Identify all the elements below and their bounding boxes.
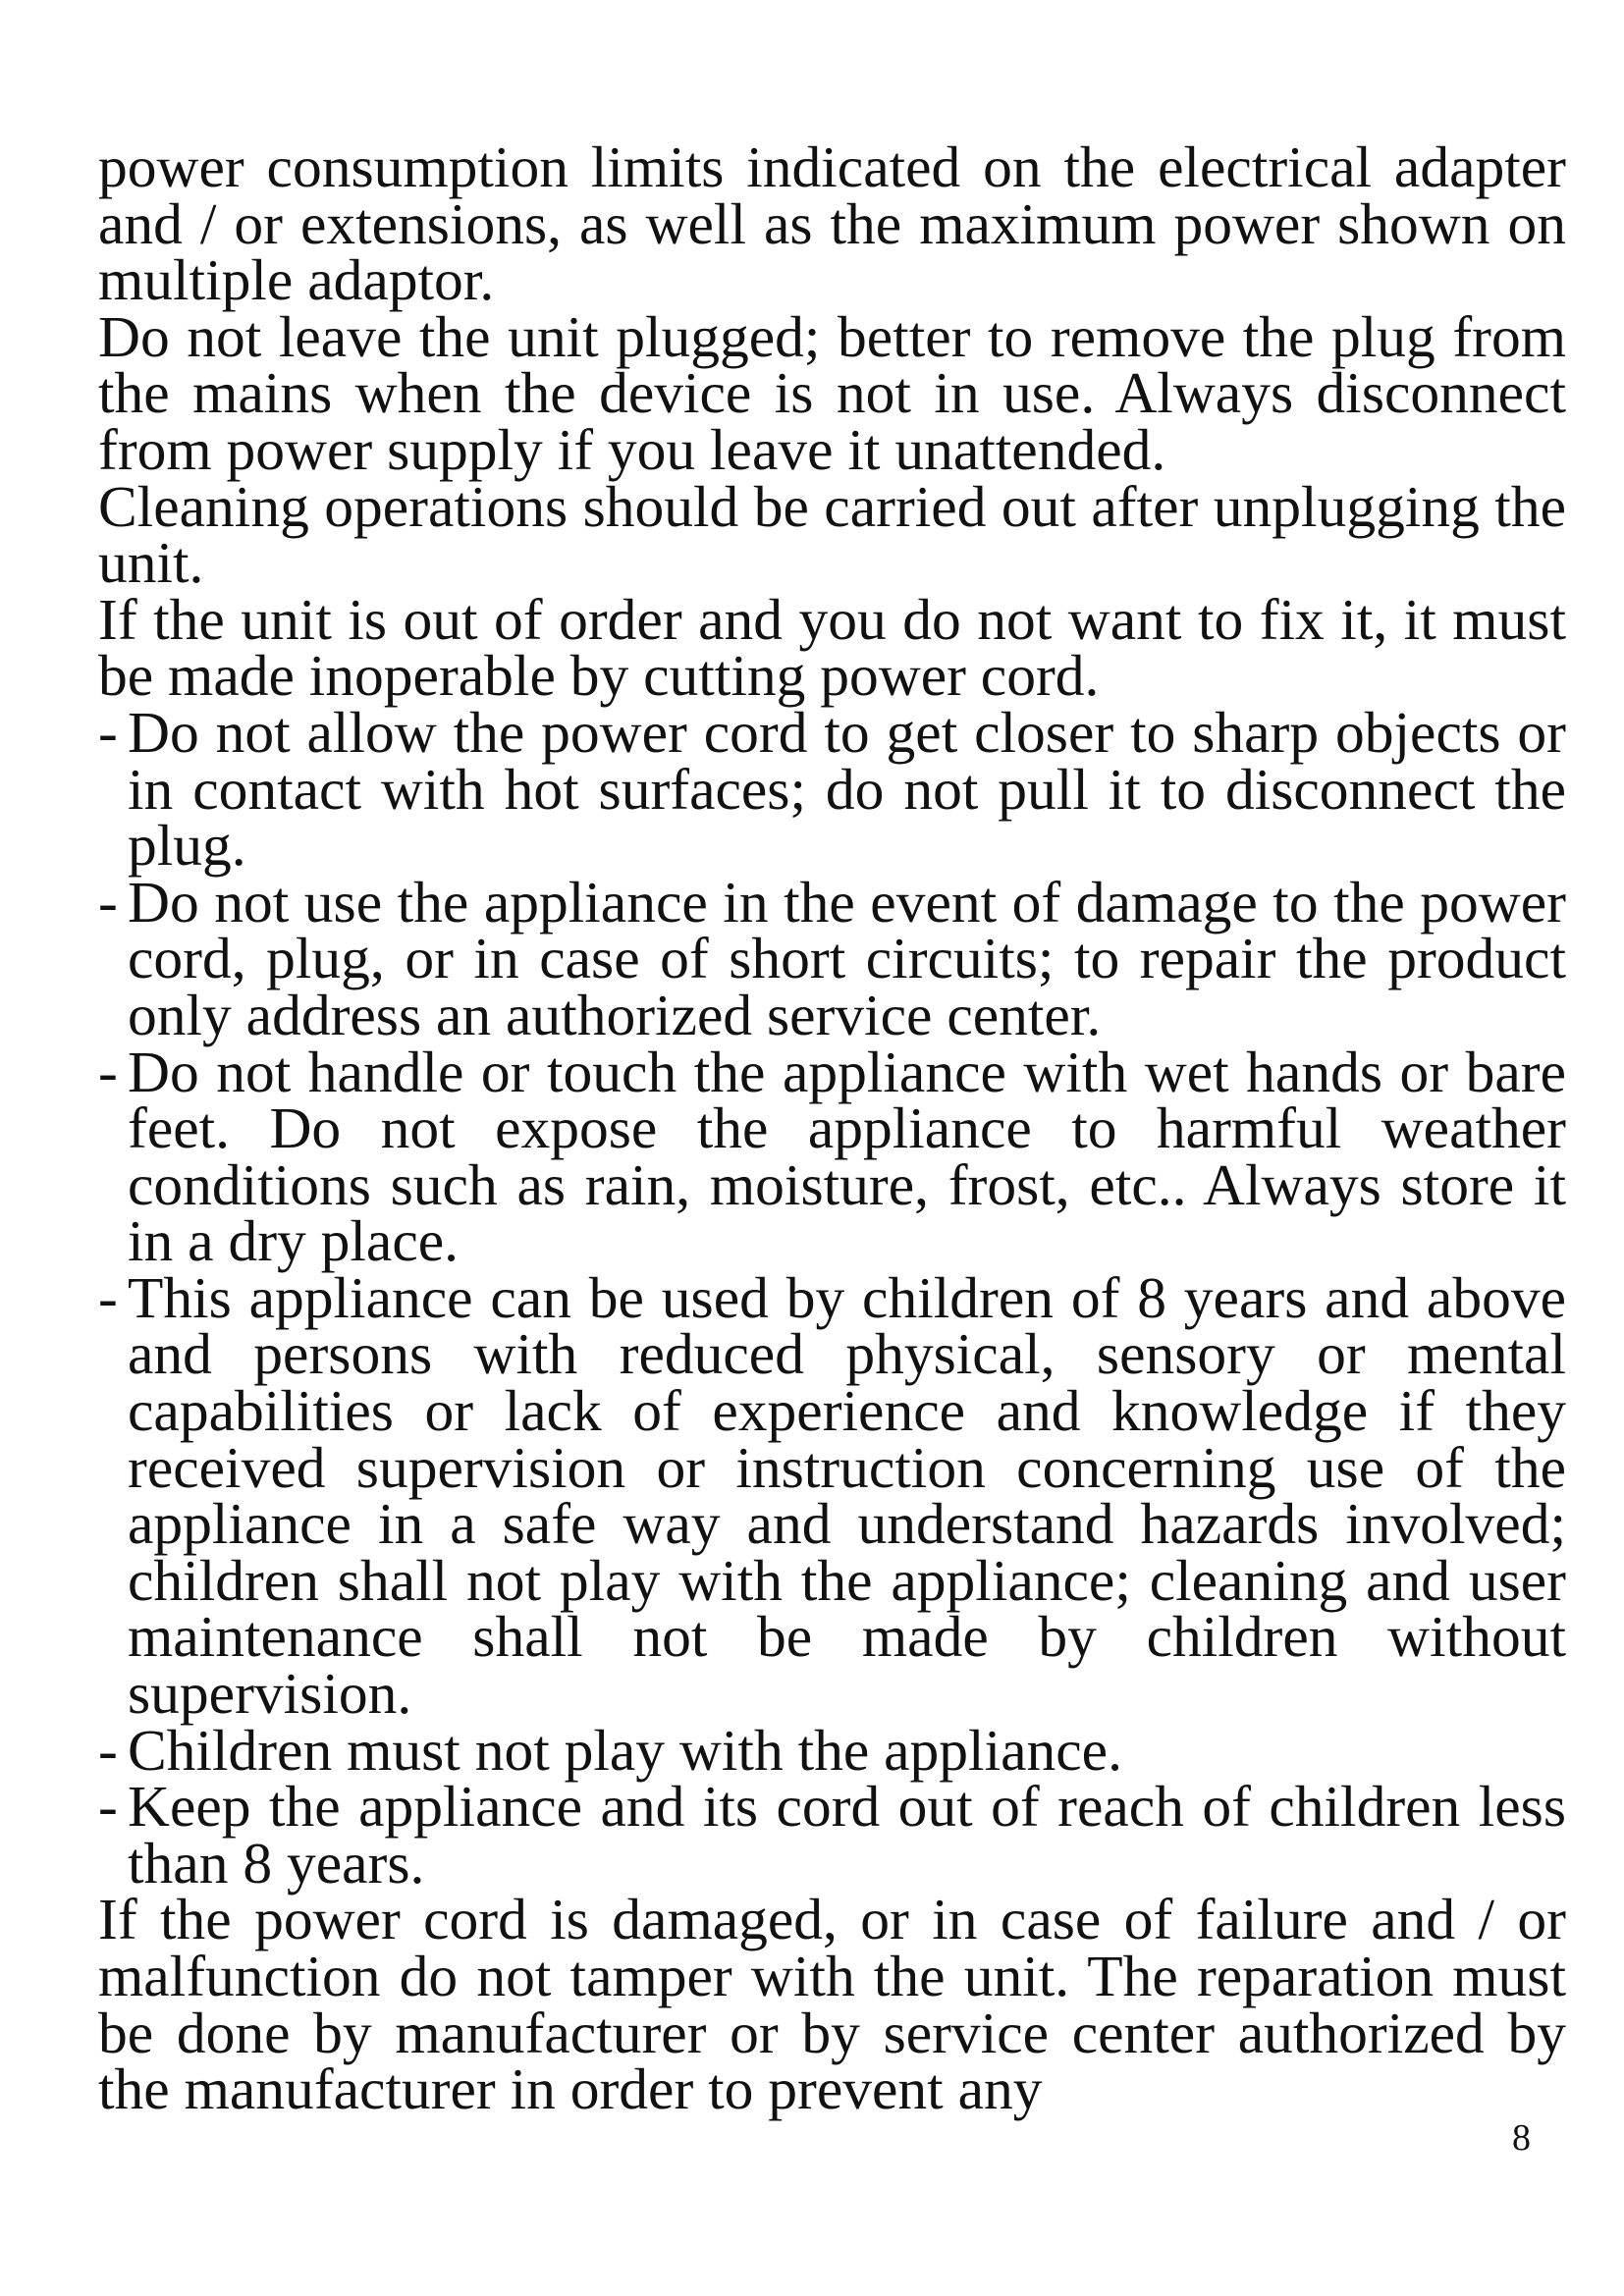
- paragraph-damaged-cord: If the power cord is damaged, or in case of failure and / or malfunction do not tamper with the unit. The reparation must be done by manufacturer or by service center authorized by the manufacturer in order to prevent any: [98, 1887, 1566, 2122]
- bullet-dash: -: [98, 699, 118, 765]
- paragraph-cleaning: Cleaning operations should be carried out after unplugging the unit.: [98, 473, 1566, 596]
- bullet-item-power-cord: [98, 699, 1566, 879]
- bullet-item-reach: [98, 1774, 1566, 1896]
- bullet-item-children-usage: [98, 1264, 1566, 1727]
- paragraph-power-limits: power consumption limits indicated on the electrical adapter and / or extensions, as well as the maximum power shown on multiple adaptor.: [98, 134, 1566, 313]
- bullet-text: This appliance can be used by children of 8 years and above and persons with reduced physical, sensory or mental capabilities or lack of experience and knowledge if they received supervision or instruction concerning use of the appliance in a safe way and understand hazards involved; children shall not play with the appliance; cleaning and user maintenance shall not be made by children without supervision.: [128, 1264, 1566, 1727]
- bullet-text: Do not handle or touch the appliance with wet hands or bare feet. Do not expose the appliance to harmful weather conditions such as rain, moisture, frost, etc.. Always store it in a dry place.: [128, 1039, 1566, 1274]
- bullet-text: Children must not play with the appliance.: [128, 1717, 1122, 1783]
- bullet-dash: -: [98, 1264, 118, 1330]
- bullet-dash: -: [98, 1039, 118, 1104]
- bullet-text: Do not use the appliance in the event of damage to the power cord, plug, or in case of short circuits; to repair the product only address an authorized service center.: [128, 869, 1566, 1047]
- page-body: [98, 134, 1566, 2122]
- bullet-item-wet-hands: [98, 1039, 1566, 1274]
- paragraph-out-of-order: If the unit is out of order and you do not want to fix it, it must be made inoperable by cutting power cord.: [98, 586, 1566, 709]
- bullet-item-damage: [98, 869, 1566, 1047]
- bullet-dash: -: [98, 869, 118, 934]
- bullet-text: Keep the appliance and its cord out of reach of children less than 8 years.: [128, 1774, 1566, 1896]
- bullet-text: Do not allow the power cord to get closer to sharp objects or in contact with hot surfaces; do not pull it to disconnect the plug.: [128, 699, 1566, 879]
- bullet-dash: -: [98, 1774, 118, 1840]
- bullet-item-children-play: [98, 1717, 1566, 1783]
- page-number: 8: [1512, 2117, 1531, 2159]
- paragraph-unplug: Do not leave the unit plugged; better to remove the plug from the mains when the device is not in use. Always disconnect from power supply if you leave it unattended.: [98, 303, 1566, 482]
- bullet-dash: -: [98, 1717, 118, 1783]
